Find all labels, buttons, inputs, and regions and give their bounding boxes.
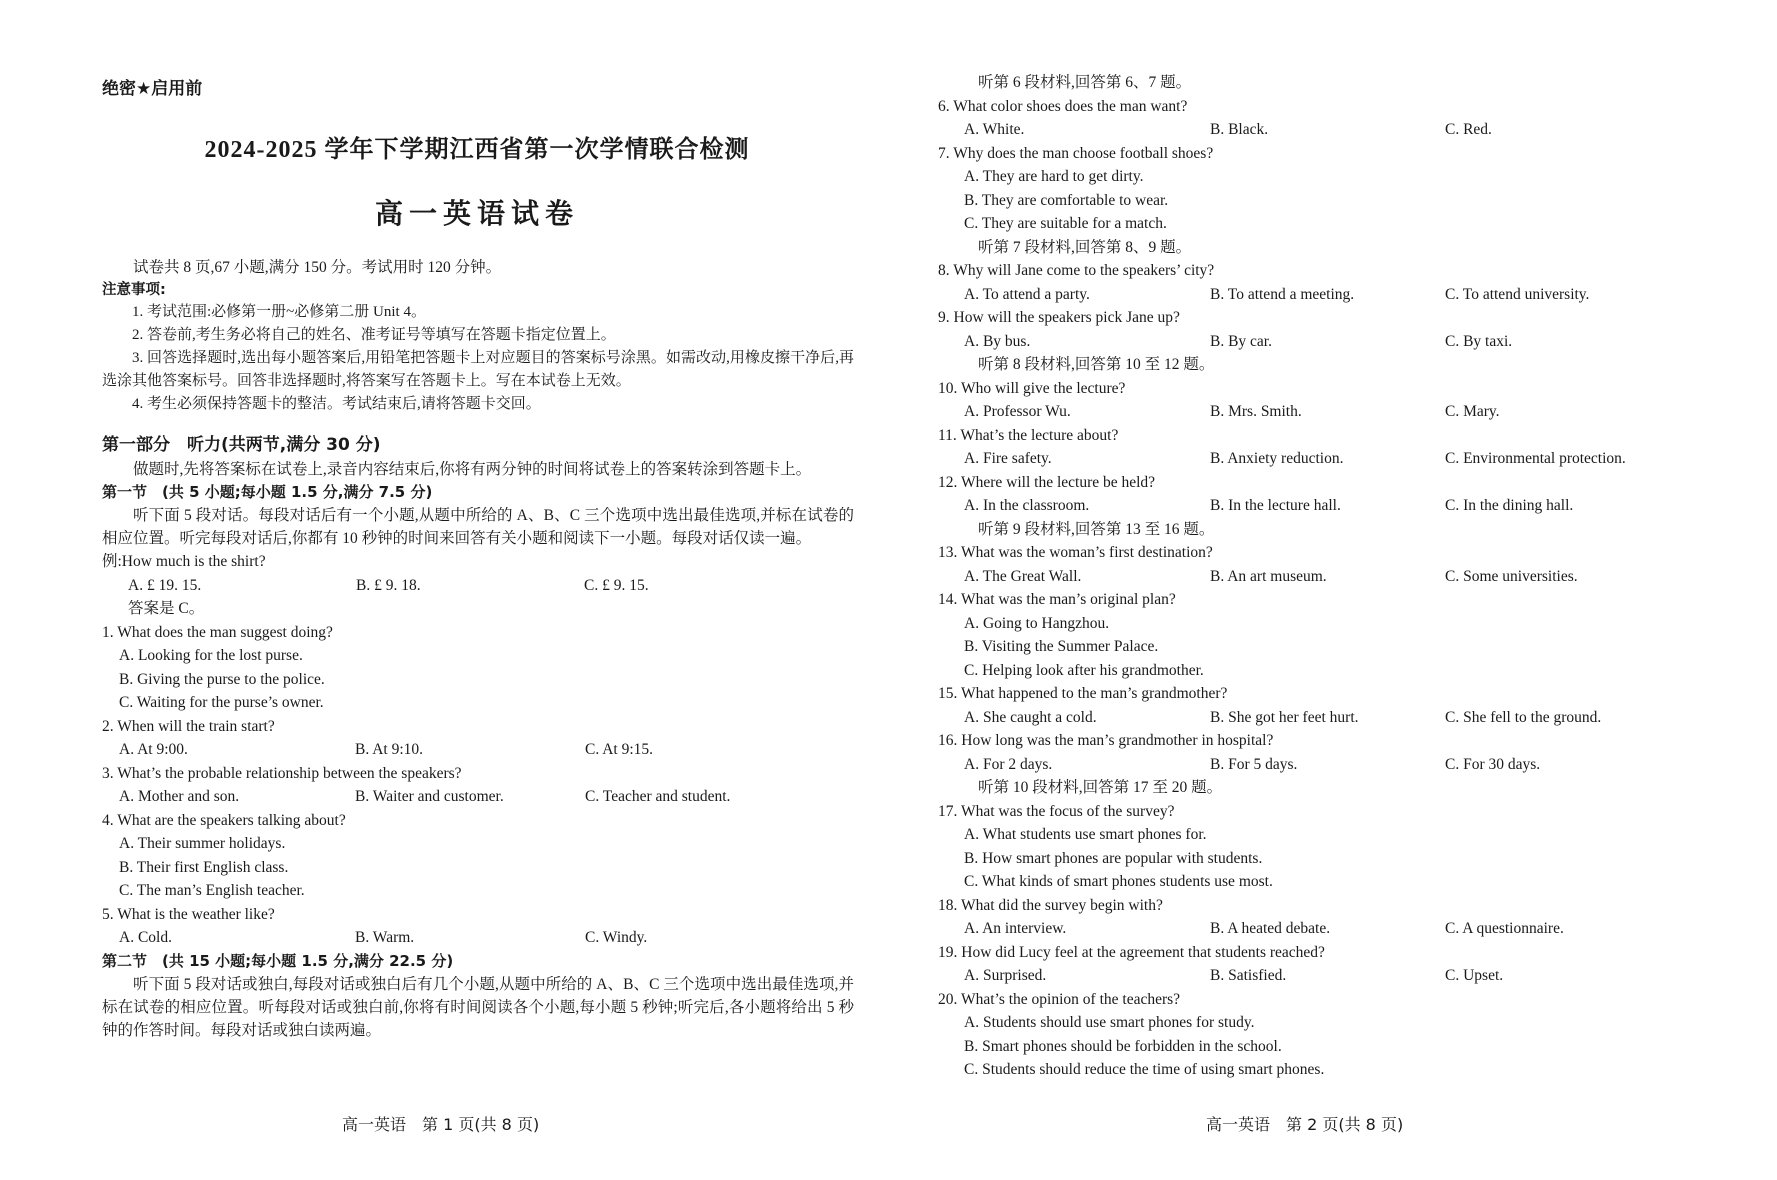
option-a: A. To attend a party.: [964, 285, 1090, 303]
question-18: 18. What did the survey begin with?: [938, 896, 1163, 914]
option-b: B. She got her feet hurt.: [1210, 708, 1359, 726]
question-13-options: [938, 565, 1777, 589]
option-b: B. By car.: [1210, 332, 1272, 350]
example-question: 例:How much is the shirt?: [102, 553, 266, 570]
option-a: A. Surprised.: [964, 967, 1047, 984]
question-11: 11. What’s the lecture about?: [938, 426, 1119, 444]
question-12: 12. Where will the lecture be held?: [938, 473, 1156, 491]
option-a: A. In the classroom.: [964, 497, 1090, 514]
notes-title: 注意事项:: [102, 282, 166, 298]
question-4: 4. What are the speakers talking about?: [102, 811, 346, 829]
question-6-options: [938, 118, 1777, 142]
page-footer: 高一英语 第 2 页(共 8 页): [1206, 1115, 1404, 1134]
option-c: C. Teacher and student.: [585, 788, 731, 805]
option-c: C. Students should reduce the time of using smart phones.: [964, 1061, 1325, 1078]
option-b: B. An art museum.: [1210, 567, 1327, 585]
option-b: B. Anxiety reduction.: [1210, 450, 1344, 467]
option-b: B. Warm.: [355, 929, 415, 946]
note-item: 1. 考试范围:必修第一册~必修第二册 Unit 4。: [132, 304, 426, 320]
option-a: A. She caught a cold.: [964, 708, 1097, 726]
option-c: C. She fell to the ground.: [1445, 708, 1602, 726]
option-a: A. Students should use smart phones for study.: [964, 1014, 1255, 1031]
question-19: 19. How did Lucy feel at the agreement that students reached?: [938, 943, 1325, 961]
option-a: A. The Great Wall.: [964, 567, 1082, 585]
question-2: 2. When will the train start?: [102, 717, 275, 735]
option-a: A. Fire safety.: [964, 450, 1052, 467]
option-c: C. They are suitable for a match.: [964, 215, 1167, 232]
option-c: C. Mary.: [1445, 403, 1500, 420]
option-c: C. For 30 days.: [1445, 755, 1541, 773]
question-15: 15. What happened to the man’s grandmother?: [938, 685, 1228, 702]
question-15-options: [938, 706, 1777, 730]
question-13: 13. What was the woman’s first destination?: [938, 544, 1213, 561]
question-2-options: [102, 738, 880, 762]
question-11-options: [938, 447, 1777, 471]
part1-intro: 做题时,先将答案标在试卷上,录音内容结束后,你将有两分钟的时间将试卷上的答案转涂到答题卡上。: [133, 461, 812, 478]
option-b: B. A heated debate.: [1210, 920, 1331, 937]
note-item: 3. 回答选择题时,选出每小题答案后,用铅笔把答题卡上对应题目的答案标号涂黑。如需改动,用橡皮擦干净后,再选涂其他答案标号。回答非选择题时,将答案写在答题卡上。写在本试卷上无效。: [102, 350, 854, 389]
option-b: B. For 5 days.: [1210, 755, 1298, 773]
option-c: C. Environmental protection.: [1445, 450, 1626, 467]
option-c: C. Helping look after his grandmother.: [964, 661, 1204, 679]
option-b: B. They are comfortable to wear.: [964, 191, 1169, 209]
note-item: 4. 考生必须保持答题卡的整洁。考试结束后,请将答题卡交回。: [132, 396, 541, 412]
question-10-options: [938, 400, 1777, 424]
question-8-options: [938, 283, 1777, 307]
option-a: A. White.: [964, 121, 1025, 138]
section1-title: 第一节 (共 5 小题;每小题 1.5 分,满分 7.5 分): [102, 483, 433, 501]
option-b: B. Visiting the Summer Palace.: [964, 638, 1159, 655]
option-b: B. Black.: [1210, 121, 1269, 138]
question-19-options: [938, 964, 1777, 988]
note-item: 2. 答卷前,考生务必将自己的姓名、准考证号等填写在答题卡指定位置上。: [132, 327, 616, 343]
option-b: B. Giving the purse to the police.: [119, 670, 325, 688]
option-b: B. To attend a meeting.: [1210, 285, 1355, 303]
option-a: A. Mother and son.: [119, 788, 240, 805]
option-a: A. What students use smart phones for.: [964, 826, 1207, 843]
listening-instruction: 听第 6 段材料,回答第 6、7 题。: [978, 74, 1192, 91]
question-9: 9. How will the speakers pick Jane up?: [938, 309, 1180, 326]
option-c: C. To attend university.: [1445, 285, 1590, 303]
exam-info: 试卷共 8 页,67 小题,满分 150 分。考试用时 120 分钟。: [133, 259, 502, 276]
option-a: A. At 9:00.: [119, 741, 188, 758]
option-c: C. £ 9. 15.: [584, 576, 649, 594]
option-c: C. Waiting for the purse’s owner.: [119, 694, 324, 711]
example-answer: 答案是 C。: [128, 600, 205, 617]
option-c: C. Some universities.: [1445, 567, 1578, 585]
confidential-label: 绝密★启用前: [102, 79, 203, 99]
exam-page-1: [0, 0, 880, 1180]
option-b: B. £ 9. 18.: [356, 576, 421, 594]
question-10: 10. Who will give the lecture?: [938, 379, 1126, 397]
option-b: B. Waiter and customer.: [355, 788, 504, 805]
section2-title: 第二节 (共 15 小题;每小题 1.5 分,满分 22.5 分): [102, 951, 454, 970]
listening-instruction: 听第 8 段材料,回答第 10 至 12 题。: [978, 356, 1215, 373]
question-3-options: [102, 785, 880, 809]
option-a: A. Looking for the lost purse.: [119, 647, 303, 664]
exam-page-2: [890, 0, 1777, 1180]
option-b: B. Satisfied.: [1210, 967, 1287, 984]
question-8: 8. Why will Jane come to the speakers’ city?: [938, 262, 1215, 279]
option-c: C. Windy.: [585, 929, 648, 946]
listening-instruction: 听第 9 段材料,回答第 13 至 16 题。: [978, 520, 1215, 538]
option-a: A. By bus.: [964, 332, 1031, 350]
question-17: 17. What was the focus of the survey?: [938, 802, 1175, 820]
option-c: C. By taxi.: [1445, 332, 1513, 350]
option-c: C. A questionnaire.: [1445, 920, 1564, 937]
question-14: 14. What was the man’s original plan?: [938, 591, 1176, 608]
question-5: 5. What is the weather like?: [102, 905, 275, 923]
listening-instruction: 听第 10 段材料,回答第 17 至 20 题。: [978, 779, 1223, 796]
option-a: A. Professor Wu.: [964, 403, 1071, 420]
option-a: A. They are hard to get dirty.: [964, 168, 1144, 185]
question-16: 16. How long was the man’s grandmother in hospital?: [938, 732, 1274, 749]
option-b: B. Mrs. Smith.: [1210, 403, 1302, 420]
option-b: B. In the lecture hall.: [1210, 497, 1341, 514]
question-1: 1. What does the man suggest doing?: [102, 623, 333, 641]
option-a: A. For 2 days.: [964, 755, 1053, 773]
section1-intro: 听下面 5 段对话。每段对话后有一个小题,从题中所给的 A、B、C 三个选项中选出最佳选项,并标在试卷的相应位置。听完每段对话后,你都有 10 秒钟的时间来回答有关小题和阅读下一小题。每段对话仅读一遍。: [102, 507, 854, 547]
question-16-options: [938, 753, 1777, 777]
question-20: 20. What’s the opinion of the teachers?: [938, 990, 1181, 1008]
exam-title: 2024-2025 学年下学期江西省第一次学情联合检测: [204, 137, 750, 163]
question-3: 3. What’s the probable relationship between the speakers?: [102, 764, 462, 782]
option-b: B. At 9:10.: [355, 741, 424, 758]
question-18-options: [938, 917, 1777, 941]
option-c: C. Upset.: [1445, 967, 1504, 984]
part1-title: 第一部分 听力(共两节,满分 30 分): [102, 435, 381, 455]
option-b: B. How smart phones are popular with students.: [964, 849, 1263, 867]
option-b: B. Smart phones should be forbidden in the school.: [964, 1037, 1282, 1055]
option-a: A. An interview.: [964, 920, 1067, 937]
question-7: 7. Why does the man choose football shoes?: [938, 144, 1214, 162]
option-a: A. £ 19. 15.: [128, 576, 202, 594]
page-footer: 高一英语 第 1 页(共 8 页): [342, 1115, 540, 1134]
option-c: C. The man’s English teacher.: [119, 882, 305, 899]
option-c: C. At 9:15.: [585, 741, 654, 758]
option-c: C. Red.: [1445, 121, 1492, 138]
option-b: B. Their first English class.: [119, 858, 289, 876]
section2-intro: 听下面 5 段对话或独白,每段对话或独白后有几个小题,从题中所给的 A、B、C 三个选项中选出最佳选项,并标在试卷的相应位置。听每段对话或独白前,你将有时间阅读各个小题,每小题 5 秒钟;听完后,各小题将给出 5 秒钟的作答时间。每段对话或独白读两遍。: [102, 975, 854, 1039]
option-a: A. Their summer holidays.: [119, 835, 286, 852]
question-12-options: [938, 494, 1777, 518]
question-5-options: [102, 926, 880, 950]
option-a: A. Cold.: [119, 929, 172, 946]
example-options: [102, 574, 880, 598]
listening-instruction: 听第 7 段材料,回答第 8、9 题。: [978, 238, 1192, 256]
question-9-options: [938, 330, 1777, 354]
option-c: C. In the dining hall.: [1445, 497, 1574, 514]
option-c: C. What kinds of smart phones students use most.: [964, 873, 1273, 890]
question-6: 6. What color shoes does the man want?: [938, 97, 1188, 115]
subject-title: 高一英语试卷: [374, 197, 579, 230]
option-a: A. Going to Hangzhou.: [964, 614, 1110, 632]
